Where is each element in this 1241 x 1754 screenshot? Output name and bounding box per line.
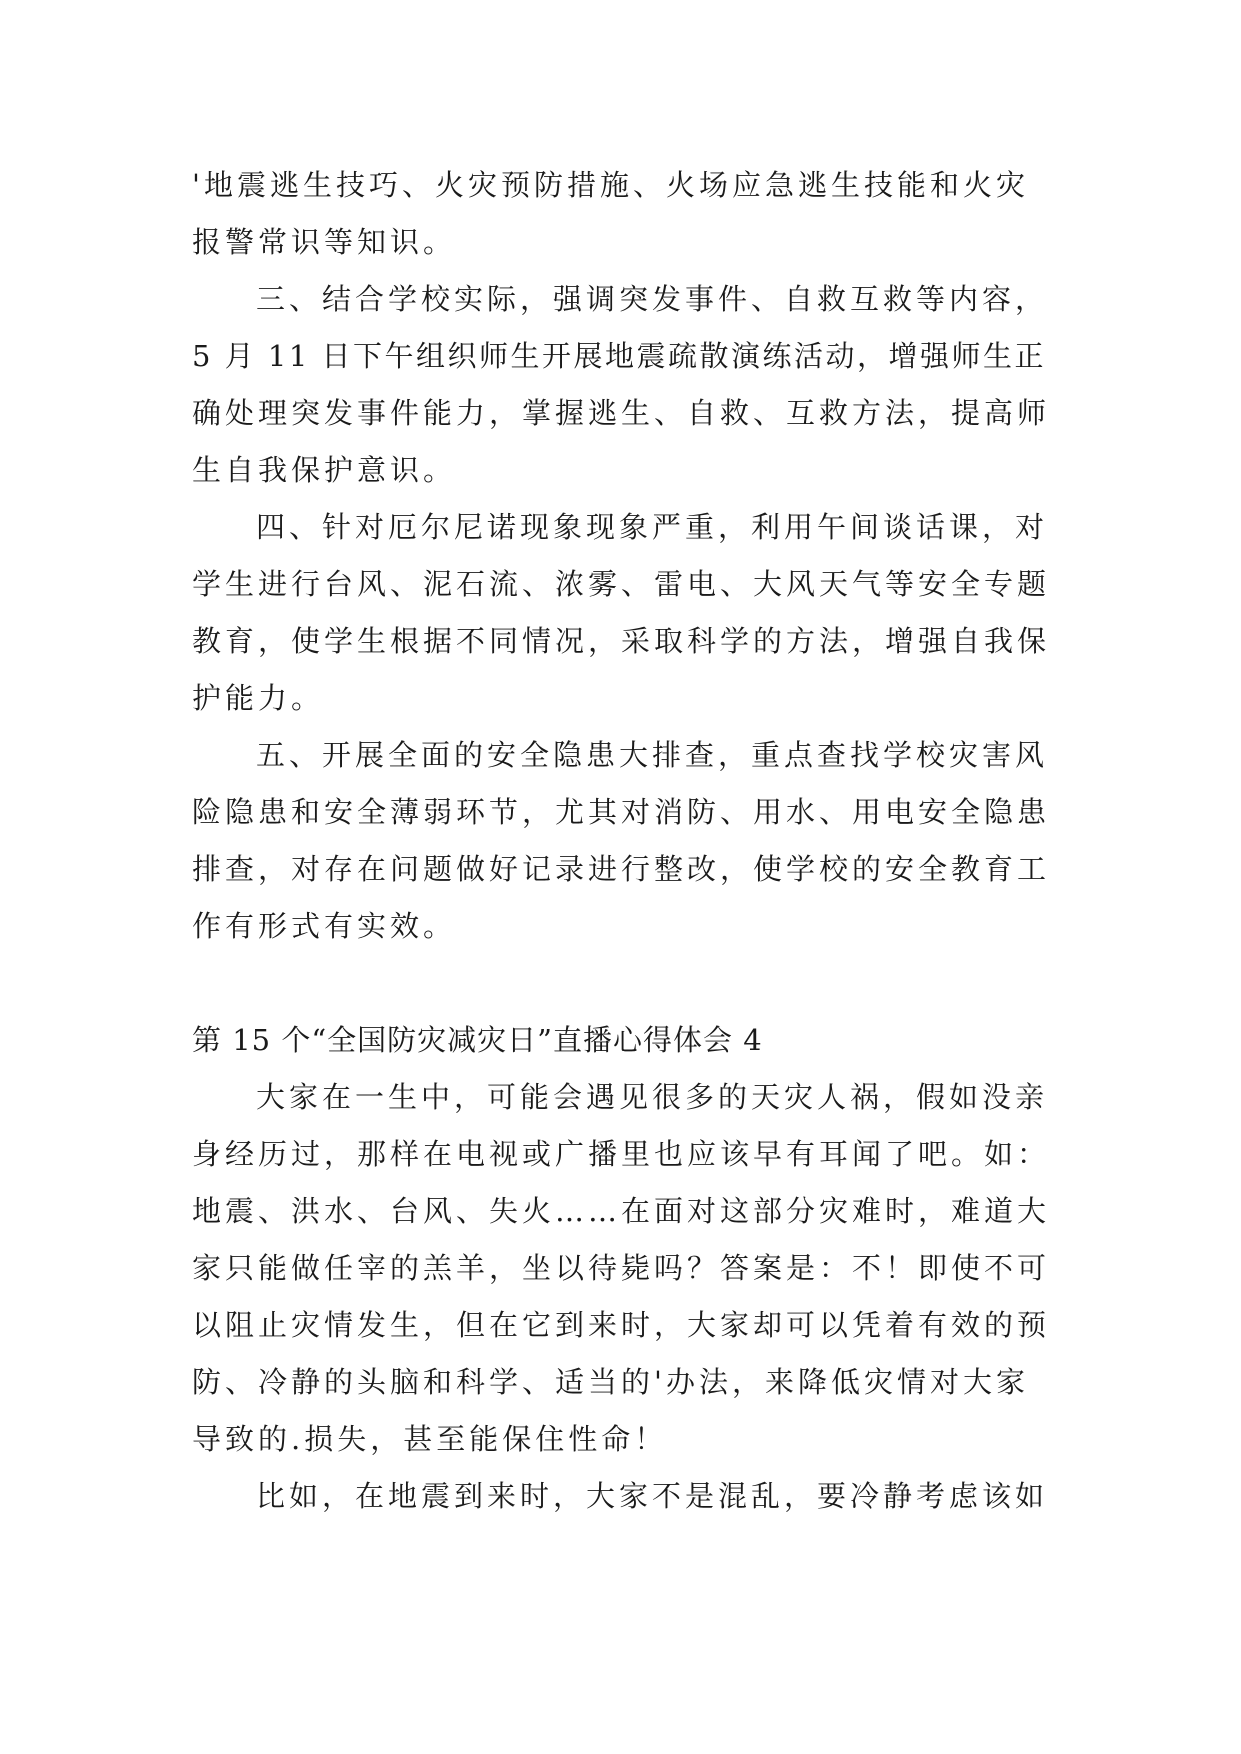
paragraph-item-three-first-line: 三、结合学校实际，强调突发事件、自救互救等内容， [256, 282, 1049, 316]
paragraph-one-first-line: 大家在一生中，可能会遇见很多的天灾人祸，假如没亲 [256, 1080, 1049, 1114]
paragraph-item-four-first-line: 四、针对厄尔尼诺现象现象严重，利用午间谈话课，对 [256, 510, 1049, 544]
text-line: 地震、洪水、台风、失火……在面对这部分灾难时，难道大 [192, 1194, 1051, 1228]
text-line: 学生进行台风、泥石流、浓雾、雷电、大风天气等安全专题 [192, 567, 1051, 601]
text-line: 确处理突发事件能力，掌握逃生、自救、互救方法，提高师 [192, 396, 1051, 430]
text-line: '地震逃生技巧、火灾预防措施、火场应急逃生技能和火灾 [192, 168, 1029, 202]
text-line: 生自我保护意识。 [192, 453, 457, 487]
text-line: 防、冷静的头脑和科学、适当的'办法，来降低灾情对大家 [192, 1365, 1029, 1399]
text-line: 作有形式有实效。 [192, 909, 457, 943]
text-line: 身经历过，那样在电视或广播里也应该早有耳闻了吧。如： [192, 1137, 1051, 1171]
text-line: 排查，对存在问题做好记录进行整改，使学校的安全教育工 [192, 852, 1051, 886]
paragraph-item-five-first-line: 五、开展全面的安全隐患大排查，重点查找学校灾害风 [256, 738, 1049, 772]
paragraph-two-first-line: 比如，在地震到来时，大家不是混乱，要冷静考虑该如 [256, 1479, 1049, 1513]
section-heading: 第 15 个“全国防灾减灾日”直播心得体会 4 [192, 1023, 763, 1057]
text-line: 以阻止灾情发生，但在它到来时，大家却可以凭着有效的预 [192, 1308, 1051, 1342]
document-body [192, 0, 1052, 1754]
text-line: 报警常识等知识。 [192, 225, 457, 259]
text-line: 护能力。 [192, 681, 325, 715]
text-line: 险隐患和安全薄弱环节，尤其对消防、用水、用电安全隐患 [192, 795, 1051, 829]
text-line: 5 月 11 日下午组织师生开展地震疏散演练活动，增强师生正 [192, 339, 1047, 373]
text-line: 导致的.损失，甚至能保住性命！ [192, 1422, 668, 1456]
text-line: 教育，使学生根据不同情况，采取科学的方法，增强自我保 [192, 624, 1051, 658]
text-line: 家只能做任宰的羔羊，坐以待毙吗？答案是：不！即使不可 [192, 1251, 1051, 1285]
